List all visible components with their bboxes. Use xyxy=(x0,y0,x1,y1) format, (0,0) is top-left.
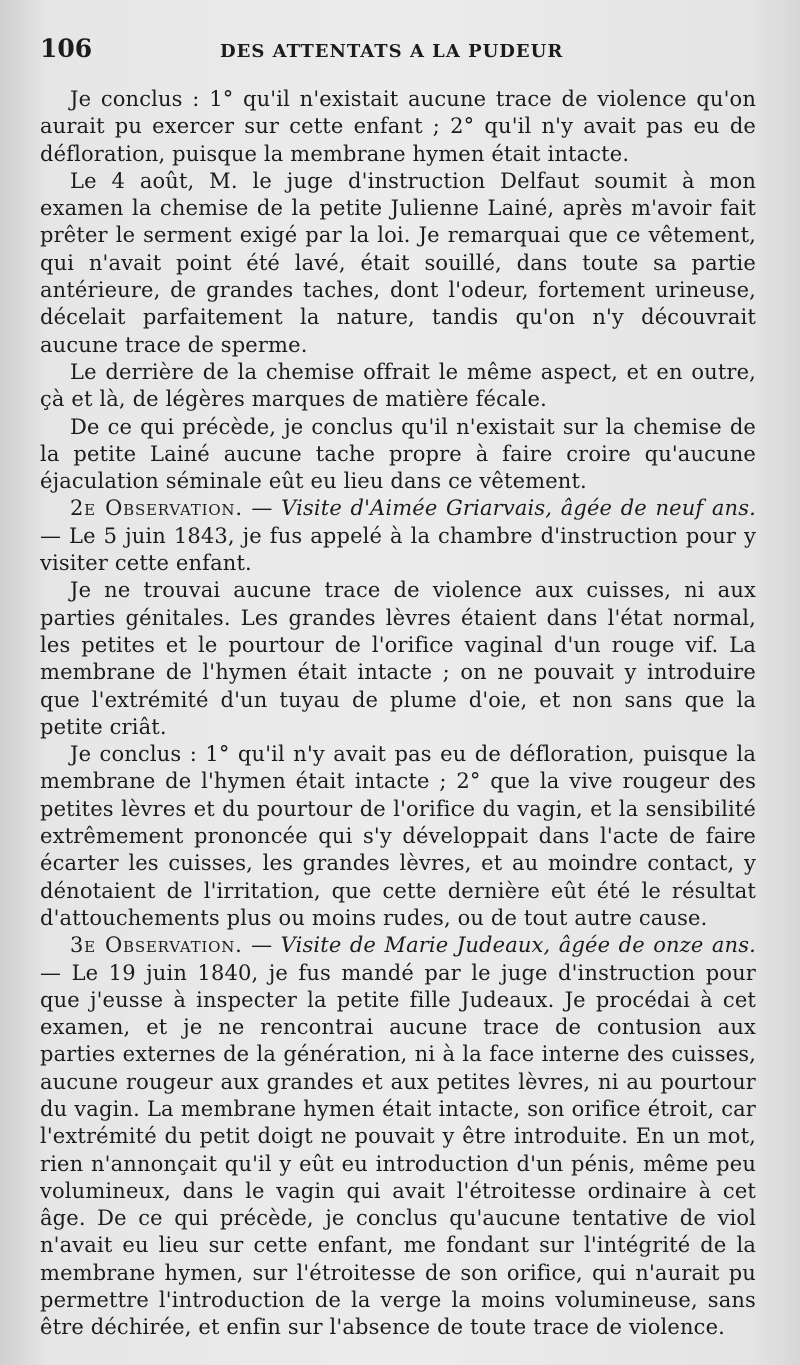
observation-2-intro: — Le 5 juin 1843, je fus appelé à la chambre d'instruction pour y visiter cette enfant. xyxy=(40,523,756,576)
page-number: 106 xyxy=(40,34,93,63)
observation-2-findings: Je ne trouvai aucune trace de violence aux cuisses, ni aux parties génitales. Les grandes lèvres étaient dans l'état normal, les petites et le pourtour de l'orifice vaginal d'un rouge vif. La membrane de l'hymen était intacte ; on ne pouvait y introduire que l'extrémité d'un tuyau de plume d'oie, et non sans que la petite criât. xyxy=(40,578,756,739)
observation-2-heading xyxy=(40,495,756,577)
observation-2-visit: Visite d'Aimée Griarvais, âgée de neuf ans. xyxy=(281,496,756,521)
observation-3-heading xyxy=(40,932,756,1341)
page-header xyxy=(40,34,756,74)
observation-3-intro: — Le 19 juin 1840, je fus mandé par le juge d'instruction pour que j'eusse à inspecter la petite fille Judeaux. Je procédai à cet examen, et je ne rencontrai aucune trace de contusion aux parties externes de la génération, ni à la face interne des cuisses, aucune rougeur aux grandes et aux petites lèvres, ni au pourtour du vagin. La membrane hymen était intacte, son orifice étroit, car l'extrémité du petit doigt ne pouvait y être introduite. En un mot, rien n'annonçait qu'il y eût eu introduction d'un pénis, même peu volumineux, dans le vagin qui avait l'étroitesse ordinaire à cet âge. De ce qui précède, je conclus qu'aucune tentative de viol n'avait eu lieu sur cette enfant, me fondant sur l'intégrité de la membrane hymen, sur l'étroitesse de son orifice, qui n'aurait pu permettre l'introduction de la verge la moins volumineuse, sans être déchirée, et enfin sur l'absence de toute trace de violence. xyxy=(40,960,756,1340)
observation-3-visit: Visite de Marie Judeaux, âgée de onze ans. xyxy=(280,933,756,958)
observation-2-dash: — xyxy=(242,496,282,521)
body-text xyxy=(40,86,756,1342)
observation-3-dash: — xyxy=(242,933,281,958)
observation-3-title: 3e Observation. xyxy=(70,933,243,958)
observation-2-title: 2e Observation. xyxy=(70,496,243,521)
paragraph-conclusion-1: Je conclus : 1° qu'il n'existait aucune trace de violence qu'on aurait pu exercer sur cette enfant ; 2° qu'il n'y avait pas eu de défloration, puisque la membrane hymen était intacte. xyxy=(40,87,756,166)
paragraph-conclusion-2: De ce qui précède, je conclus qu'il n'existait sur la chemise de la petite Lainé aucune tache propre à faire croire qu'aucune éjaculation séminale eût eu lieu dans ce vêtement. xyxy=(40,414,756,494)
observation-2-conclusion: Je conclus : 1° qu'il n'y avait pas eu de défloration, puisque la membrane de l'hymen était intacte ; 2° que la vive rougeur des petites lèvres et du pourtour de l'orifice du vagin, et la sensibilité extrêmement prononcée qui s'y développait dans l'acte de faire écarter les cuisses, les grandes lèvres, et au moindre contact, y dénotaient de l'irritation, que cette dernière eût été le résultat d'attouchements plus ou moins rudes, ou de tout autre cause. xyxy=(40,742,756,930)
paragraph-chemise-exam: Le 4 août, M. le juge d'instruction Delfaut soumit à mon examen la chemise de la petite Julienne Lainé, après m'avoir fait prêter le serment exigé par la loi. Je remarquai que ce vêtement, qui n'avait point été lavé, était souillé, dans toute sa partie antérieure, de grandes taches, dont l'odeur, fortement urineuse, décelait parfaitement la nature, tandis qu'on n'y découvrait aucune trace de sperme. xyxy=(40,168,756,357)
running-title: DES ATTENTATS A LA PUDEUR xyxy=(220,41,564,62)
paragraph-chemise-back: Le derrière de la chemise offrait le même aspect, et en outre, çà et là, de légères marques de matière fécale. xyxy=(40,359,756,412)
